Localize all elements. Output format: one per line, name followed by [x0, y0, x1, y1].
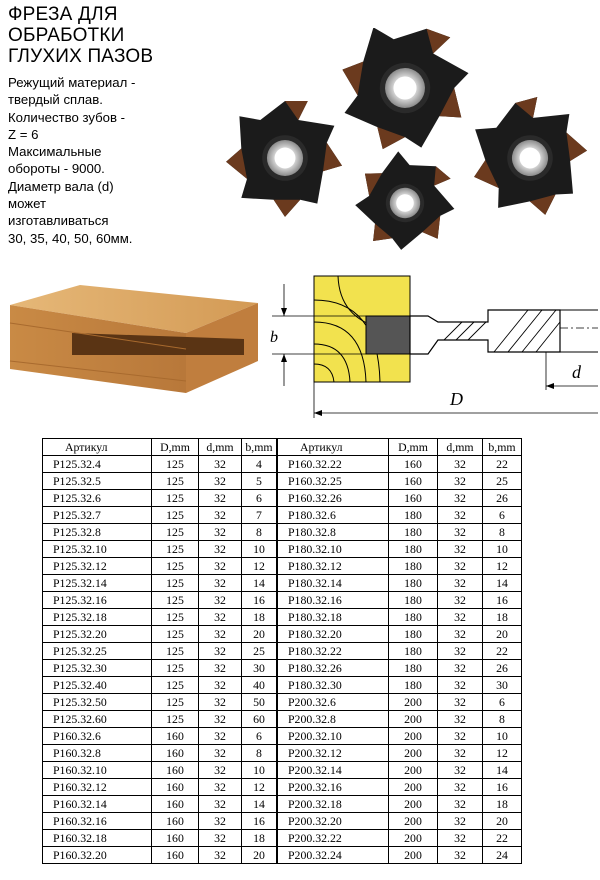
table-cell: 125 — [152, 677, 199, 694]
table-cell: 16 — [242, 592, 278, 609]
table-cell: 32 — [438, 524, 483, 541]
description-line: Диаметр вала (d) — [8, 178, 114, 194]
table-cell: P125.32.12 — [43, 558, 152, 575]
title-line: ОБРАБОТКИ — [8, 25, 125, 46]
table-cell: 7 — [242, 507, 278, 524]
table-cell: 32 — [199, 558, 242, 575]
table-cell: 180 — [389, 677, 438, 694]
table-cell: 16 — [242, 813, 278, 830]
table-cell: 8 — [242, 745, 278, 762]
table-cell: P125.32.16 — [43, 592, 152, 609]
table-cell: 125 — [152, 541, 199, 558]
board-illustration — [8, 283, 258, 403]
description-line: Максимальные — [8, 144, 102, 160]
table-row — [43, 779, 522, 796]
table-cell: 32 — [199, 575, 242, 592]
table-cell: P125.32.20 — [43, 626, 152, 643]
table-row — [43, 830, 522, 847]
column-header: D,mm — [389, 439, 438, 456]
table-cell: 50 — [242, 694, 278, 711]
table-row — [43, 728, 522, 745]
table-cell: 26 — [483, 490, 522, 507]
table-cell: 200 — [389, 813, 438, 830]
table-cell: 180 — [389, 558, 438, 575]
column-header: b,mm — [242, 439, 278, 456]
table-row — [43, 660, 522, 677]
table-row — [43, 762, 522, 779]
table-cell: P180.32.22 — [277, 643, 389, 660]
table-cell: 32 — [199, 711, 242, 728]
table-cell: 125 — [152, 660, 199, 677]
table-cell: 160 — [152, 830, 199, 847]
table-cell: P180.32.30 — [277, 677, 389, 694]
table-cell: 125 — [152, 456, 199, 473]
table-cell: P125.32.8 — [43, 524, 152, 541]
table-cell: 125 — [152, 490, 199, 507]
table-row — [43, 609, 522, 626]
table-cell: 10 — [483, 541, 522, 558]
table-cell: 160 — [389, 456, 438, 473]
table-cell: P200.32.22 — [277, 830, 389, 847]
table-cell: 125 — [152, 592, 199, 609]
table-row — [43, 694, 522, 711]
product-description — [8, 74, 208, 247]
table-cell: 32 — [438, 847, 483, 864]
table-cell: 12 — [483, 745, 522, 762]
table-cell: P125.32.14 — [43, 575, 152, 592]
table-cell: P180.32.8 — [277, 524, 389, 541]
table-cell: 20 — [483, 626, 522, 643]
column-header: d,mm — [199, 439, 242, 456]
table-cell: 32 — [199, 541, 242, 558]
table-cell: P200.32.24 — [277, 847, 389, 864]
table-cell: 10 — [483, 728, 522, 745]
table-cell: 125 — [152, 507, 199, 524]
table-cell: 200 — [389, 711, 438, 728]
table-cell: 32 — [438, 745, 483, 762]
table-cell: 200 — [389, 745, 438, 762]
table-cell: 32 — [438, 711, 483, 728]
table-cell: P200.32.8 — [277, 711, 389, 728]
table-cell: P200.32.18 — [277, 796, 389, 813]
table-cell: 32 — [438, 660, 483, 677]
table-cell: 18 — [242, 830, 278, 847]
table-cell: 6 — [242, 728, 278, 745]
table-cell: 32 — [438, 558, 483, 575]
table-cell: 32 — [199, 507, 242, 524]
table-cell: 22 — [483, 456, 522, 473]
table-cell: 20 — [242, 626, 278, 643]
table-cell: 180 — [389, 507, 438, 524]
label-d: d — [572, 362, 581, 382]
table-cell: P125.32.4 — [43, 456, 152, 473]
table-cell: 200 — [389, 779, 438, 796]
table-cell: 14 — [242, 575, 278, 592]
table-cell: 32 — [199, 456, 242, 473]
table-cell: 25 — [242, 643, 278, 660]
table-cell: 32 — [199, 830, 242, 847]
table-row — [43, 575, 522, 592]
table-cell: P160.32.10 — [43, 762, 152, 779]
table-cell: P200.32.14 — [277, 762, 389, 779]
table-cell: 125 — [152, 575, 199, 592]
table-cell: 160 — [389, 473, 438, 490]
table-cell: 32 — [199, 626, 242, 643]
table-row — [43, 558, 522, 575]
table-cell: 16 — [483, 592, 522, 609]
table-cell: 200 — [389, 762, 438, 779]
table-cell: 125 — [152, 609, 199, 626]
table-cell: 160 — [152, 796, 199, 813]
cross-section-diagram — [268, 270, 598, 420]
table-cell: 12 — [242, 779, 278, 796]
table-row — [43, 711, 522, 728]
table-cell: 32 — [438, 541, 483, 558]
table-cell: 160 — [152, 847, 199, 864]
table-cell: 32 — [438, 456, 483, 473]
label-D: D — [450, 389, 463, 409]
table-cell: 32 — [438, 694, 483, 711]
table-cell: 180 — [389, 592, 438, 609]
table-cell: P160.32.25 — [277, 473, 389, 490]
table-cell: 18 — [483, 796, 522, 813]
cutters-photo — [200, 28, 600, 258]
table-cell: 20 — [242, 847, 278, 864]
table-cell: 12 — [242, 558, 278, 575]
table-cell: 32 — [438, 830, 483, 847]
table-cell: P180.32.12 — [277, 558, 389, 575]
table-cell: 18 — [242, 609, 278, 626]
label-b: b — [270, 329, 278, 346]
table-cell: 180 — [389, 643, 438, 660]
table-cell: P125.32.40 — [43, 677, 152, 694]
table-cell: 180 — [389, 541, 438, 558]
table-cell: 160 — [389, 490, 438, 507]
table-cell: 32 — [199, 694, 242, 711]
table-cell: 125 — [152, 524, 199, 541]
table-cell: P180.32.10 — [277, 541, 389, 558]
table-cell: P125.32.6 — [43, 490, 152, 507]
table-cell: 32 — [199, 643, 242, 660]
table-header-row — [43, 439, 522, 456]
title-line: ГЛУХИХ ПАЗОВ — [8, 46, 154, 67]
table-cell: P180.32.18 — [277, 609, 389, 626]
table-cell: P200.32.12 — [277, 745, 389, 762]
table-cell: 22 — [483, 643, 522, 660]
table-cell: P125.32.10 — [43, 541, 152, 558]
table-cell: 8 — [483, 524, 522, 541]
table-cell: 32 — [199, 473, 242, 490]
description-line: твердый сплав. — [8, 92, 103, 108]
table-cell: P180.32.16 — [277, 592, 389, 609]
table-cell: P180.32.6 — [277, 507, 389, 524]
title-line: ФРЕЗА ДЛЯ — [8, 4, 118, 25]
table-cell: 160 — [152, 813, 199, 830]
table-row — [43, 677, 522, 694]
table-cell: P180.32.20 — [277, 626, 389, 643]
table-row — [43, 847, 522, 864]
table-cell: 40 — [242, 677, 278, 694]
table-cell: P160.32.8 — [43, 745, 152, 762]
table-cell: 32 — [438, 592, 483, 609]
table-cell: P125.32.50 — [43, 694, 152, 711]
description-line: изготавливаться — [8, 213, 109, 229]
page-title — [8, 4, 208, 67]
table-row — [43, 592, 522, 609]
table-cell: 32 — [199, 660, 242, 677]
table-cell: 32 — [438, 643, 483, 660]
specs-table — [42, 438, 522, 864]
table-cell: 32 — [438, 626, 483, 643]
table-row — [43, 507, 522, 524]
table-cell: 32 — [438, 677, 483, 694]
table-cell: 20 — [483, 813, 522, 830]
table-cell: P200.32.6 — [277, 694, 389, 711]
table-cell: 32 — [438, 813, 483, 830]
table-cell: P160.32.26 — [277, 490, 389, 507]
description-line: может — [8, 196, 47, 212]
table-cell: 32 — [438, 728, 483, 745]
table-row — [43, 813, 522, 830]
table-cell: 32 — [199, 796, 242, 813]
table-cell: 14 — [483, 575, 522, 592]
table-row — [43, 643, 522, 660]
table-cell: 200 — [389, 847, 438, 864]
table-cell: 24 — [483, 847, 522, 864]
table-cell: P200.32.16 — [277, 779, 389, 796]
column-header: D,mm — [152, 439, 199, 456]
table-cell: P125.32.25 — [43, 643, 152, 660]
table-row — [43, 541, 522, 558]
table-cell: 32 — [438, 507, 483, 524]
table-cell: 8 — [242, 524, 278, 541]
table-cell: P160.32.18 — [43, 830, 152, 847]
table-cell: 200 — [389, 728, 438, 745]
table-cell: 14 — [483, 762, 522, 779]
column-header: Артикул — [43, 439, 152, 456]
table-cell: 160 — [152, 745, 199, 762]
table-cell: 32 — [199, 813, 242, 830]
table-cell: 12 — [483, 558, 522, 575]
description-line: обороты - 9000. — [8, 161, 105, 177]
description-line: 30, 35, 40, 50, 60мм. — [8, 230, 133, 246]
table-cell: 10 — [242, 762, 278, 779]
column-header: d,mm — [438, 439, 483, 456]
table-cell: P200.32.10 — [277, 728, 389, 745]
table-cell: 180 — [389, 626, 438, 643]
table-cell: 125 — [152, 711, 199, 728]
table-cell: P160.32.6 — [43, 728, 152, 745]
table-cell: 32 — [199, 847, 242, 864]
table-cell: 125 — [152, 626, 199, 643]
table-cell: 32 — [199, 728, 242, 745]
table-cell: 200 — [389, 694, 438, 711]
table-cell: 6 — [483, 507, 522, 524]
table-cell: 6 — [242, 490, 278, 507]
table-cell: 32 — [438, 473, 483, 490]
table-cell: 22 — [483, 830, 522, 847]
table-cell: 125 — [152, 558, 199, 575]
table-cell: 8 — [483, 711, 522, 728]
table-cell: P125.32.5 — [43, 473, 152, 490]
table-cell: 180 — [389, 524, 438, 541]
table-cell: 6 — [483, 694, 522, 711]
description-line: Z = 6 — [8, 126, 39, 142]
table-cell: 32 — [438, 796, 483, 813]
table-row — [43, 490, 522, 507]
table-cell: 160 — [152, 728, 199, 745]
table-cell: 32 — [438, 490, 483, 507]
table-cell: 32 — [199, 677, 242, 694]
table-cell: 32 — [438, 762, 483, 779]
table-cell: 26 — [483, 660, 522, 677]
table-cell: 25 — [483, 473, 522, 490]
table-cell: P160.32.20 — [43, 847, 152, 864]
table-row — [43, 745, 522, 762]
table-cell: 200 — [389, 796, 438, 813]
table-cell: 125 — [152, 694, 199, 711]
table-cell: 32 — [199, 490, 242, 507]
table-cell: 16 — [483, 779, 522, 796]
table-cell: 160 — [152, 779, 199, 796]
table-cell: P125.32.7 — [43, 507, 152, 524]
table-cell: 160 — [152, 762, 199, 779]
table-cell: 32 — [199, 762, 242, 779]
table-cell: 180 — [389, 575, 438, 592]
description-line: Режущий материал - — [8, 75, 136, 90]
table-cell: 32 — [199, 779, 242, 796]
table-cell: 32 — [438, 575, 483, 592]
table-cell: 180 — [389, 609, 438, 626]
table-cell: 32 — [438, 609, 483, 626]
cutter-image — [335, 134, 473, 258]
cutter-image — [322, 28, 486, 171]
table-cell: 125 — [152, 643, 199, 660]
table-cell: 5 — [242, 473, 278, 490]
table-cell: 30 — [242, 660, 278, 677]
table-cell: 10 — [242, 541, 278, 558]
table-cell: 32 — [199, 609, 242, 626]
table-cell: P160.32.22 — [277, 456, 389, 473]
table-cell: P180.32.14 — [277, 575, 389, 592]
table-cell: 32 — [199, 524, 242, 541]
table-cell: 60 — [242, 711, 278, 728]
table-cell: P125.32.30 — [43, 660, 152, 677]
table-cell: P200.32.20 — [277, 813, 389, 830]
table-cell: 180 — [389, 660, 438, 677]
column-header: Артикул — [277, 439, 389, 456]
table-cell: 32 — [438, 779, 483, 796]
table-row — [43, 626, 522, 643]
cutter-image — [458, 88, 600, 230]
table-cell: 18 — [483, 609, 522, 626]
table-cell: 32 — [199, 745, 242, 762]
table-row — [43, 456, 522, 473]
table-row — [43, 796, 522, 813]
table-cell: 32 — [199, 592, 242, 609]
table-cell: P160.32.14 — [43, 796, 152, 813]
table-cell: 14 — [242, 796, 278, 813]
description-line: Количество зубов - — [8, 109, 126, 125]
table-cell: P160.32.12 — [43, 779, 152, 796]
table-cell: 30 — [483, 677, 522, 694]
table-cell: P180.32.26 — [277, 660, 389, 677]
cutter-image — [226, 101, 342, 217]
table-cell: 4 — [242, 456, 278, 473]
column-header: b,mm — [483, 439, 522, 456]
table-cell: 200 — [389, 830, 438, 847]
table-row — [43, 473, 522, 490]
table-cell: P125.32.60 — [43, 711, 152, 728]
table-cell: 125 — [152, 473, 199, 490]
table-cell: P125.32.18 — [43, 609, 152, 626]
table-cell: P160.32.16 — [43, 813, 152, 830]
table-row — [43, 524, 522, 541]
